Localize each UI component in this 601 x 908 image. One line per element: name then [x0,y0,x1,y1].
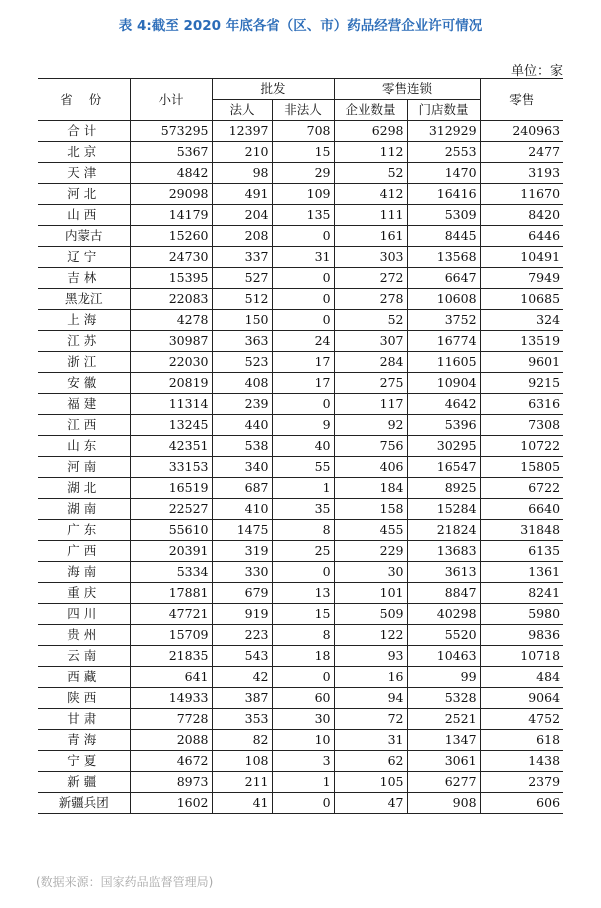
cell-chain-enterprises: 94 [334,688,407,709]
cell-province: 青海 [38,730,130,751]
cell-chain-stores: 5309 [407,205,480,226]
cell-chain-enterprises: 105 [334,772,407,793]
cell-wholesale-legal: 512 [212,289,272,310]
cell-retail: 484 [480,667,563,688]
cell-subtotal: 20391 [130,541,212,562]
cell-chain-stores: 13568 [407,247,480,268]
cell-subtotal: 641 [130,667,212,688]
cell-wholesale-nonlegal: 60 [272,688,334,709]
cell-chain-enterprises: 92 [334,415,407,436]
cell-wholesale-nonlegal: 0 [272,289,334,310]
cell-wholesale-legal: 337 [212,247,272,268]
cell-subtotal: 15395 [130,268,212,289]
table-row [38,499,563,520]
cell-wholesale-legal: 211 [212,772,272,793]
cell-retail: 10685 [480,289,563,310]
cell-wholesale-legal: 919 [212,604,272,625]
cell-retail: 3193 [480,163,563,184]
cell-province: 广东 [38,520,130,541]
cell-retail: 9064 [480,688,563,709]
cell-province: 河南 [38,457,130,478]
cell-retail: 6640 [480,499,563,520]
cell-chain-stores: 10463 [407,646,480,667]
cell-wholesale-nonlegal: 0 [272,310,334,331]
cell-chain-stores: 8847 [407,583,480,604]
cell-chain-enterprises: 406 [334,457,407,478]
cell-province: 甘肃 [38,709,130,730]
cell-chain-stores: 312929 [407,121,480,142]
cell-retail: 4752 [480,709,563,730]
header-retail-chain: 零售连锁 [334,79,480,100]
cell-chain-stores: 1347 [407,730,480,751]
cell-wholesale-legal: 679 [212,583,272,604]
cell-retail: 240963 [480,121,563,142]
cell-chain-enterprises: 111 [334,205,407,226]
cell-subtotal: 33153 [130,457,212,478]
cell-wholesale-nonlegal: 0 [272,226,334,247]
data-source-note: (数据来源：国家药品监督管理局) [36,875,214,889]
cell-province: 上海 [38,310,130,331]
cell-chain-enterprises: 72 [334,709,407,730]
cell-chain-enterprises: 229 [334,541,407,562]
cell-subtotal: 17881 [130,583,212,604]
cell-retail: 10718 [480,646,563,667]
table-row [38,310,563,331]
header-chain-stores: 门店数量 [407,100,480,121]
cell-wholesale-nonlegal: 109 [272,184,334,205]
table-row [38,457,563,478]
table-row [38,772,563,793]
cell-subtotal: 55610 [130,520,212,541]
cell-subtotal: 4672 [130,751,212,772]
cell-retail: 5980 [480,604,563,625]
cell-subtotal: 8973 [130,772,212,793]
table-row [38,268,563,289]
cell-chain-stores: 16547 [407,457,480,478]
cell-province: 合计 [38,121,130,142]
cell-chain-enterprises: 161 [334,226,407,247]
cell-chain-enterprises: 16 [334,667,407,688]
table-row [38,163,563,184]
table-body [38,121,563,814]
cell-chain-enterprises: 284 [334,352,407,373]
cell-wholesale-legal: 353 [212,709,272,730]
cell-retail: 1361 [480,562,563,583]
cell-subtotal: 5334 [130,562,212,583]
cell-wholesale-legal: 42 [212,667,272,688]
cell-chain-enterprises: 303 [334,247,407,268]
cell-subtotal: 30987 [130,331,212,352]
cell-chain-enterprises: 117 [334,394,407,415]
cell-subtotal: 22083 [130,289,212,310]
cell-province: 北京 [38,142,130,163]
cell-wholesale-legal: 12397 [212,121,272,142]
cell-province: 江苏 [38,331,130,352]
cell-chain-stores: 6277 [407,772,480,793]
cell-retail: 6722 [480,478,563,499]
cell-wholesale-legal: 1475 [212,520,272,541]
table-row [38,583,563,604]
cell-wholesale-legal: 543 [212,646,272,667]
table-row [38,142,563,163]
cell-subtotal: 15260 [130,226,212,247]
cell-retail: 13519 [480,331,563,352]
cell-wholesale-nonlegal: 1 [272,772,334,793]
cell-chain-stores: 16774 [407,331,480,352]
cell-chain-stores: 2521 [407,709,480,730]
cell-chain-enterprises: 6298 [334,121,407,142]
cell-wholesale-nonlegal: 24 [272,331,334,352]
cell-retail: 6135 [480,541,563,562]
cell-chain-enterprises: 101 [334,583,407,604]
table-row [38,625,563,646]
cell-wholesale-nonlegal: 13 [272,583,334,604]
cell-subtotal: 4842 [130,163,212,184]
cell-province: 西藏 [38,667,130,688]
cell-chain-enterprises: 47 [334,793,407,814]
cell-wholesale-legal: 223 [212,625,272,646]
cell-province: 福建 [38,394,130,415]
cell-chain-enterprises: 52 [334,310,407,331]
cell-province: 贵州 [38,625,130,646]
cell-retail: 11670 [480,184,563,205]
cell-subtotal: 4278 [130,310,212,331]
cell-wholesale-legal: 527 [212,268,272,289]
cell-subtotal: 29098 [130,184,212,205]
cell-wholesale-nonlegal: 0 [272,394,334,415]
cell-wholesale-nonlegal: 10 [272,730,334,751]
cell-chain-stores: 11605 [407,352,480,373]
cell-subtotal: 11314 [130,394,212,415]
header-wholesale-nonlegal: 非法人 [272,100,334,121]
cell-chain-enterprises: 112 [334,142,407,163]
table-row [38,667,563,688]
cell-wholesale-legal: 523 [212,352,272,373]
cell-chain-stores: 8445 [407,226,480,247]
cell-retail: 618 [480,730,563,751]
header-retail: 零售 [480,79,563,121]
cell-wholesale-nonlegal: 55 [272,457,334,478]
cell-province: 江西 [38,415,130,436]
cell-chain-stores: 15284 [407,499,480,520]
cell-chain-stores: 40298 [407,604,480,625]
cell-province: 吉林 [38,268,130,289]
table-row [38,373,563,394]
cell-wholesale-legal: 210 [212,142,272,163]
cell-retail: 10722 [480,436,563,457]
table-row [38,520,563,541]
cell-wholesale-nonlegal: 31 [272,247,334,268]
cell-wholesale-nonlegal: 15 [272,142,334,163]
header-province: 省 份 [38,79,130,121]
table-title: 表 4:截至 2020 年底各省（区、市）药品经营企业许可情况 [118,18,483,34]
cell-chain-stores: 3061 [407,751,480,772]
cell-wholesale-legal: 440 [212,415,272,436]
cell-retail: 7949 [480,268,563,289]
cell-wholesale-nonlegal: 40 [272,436,334,457]
cell-retail: 9836 [480,625,563,646]
cell-wholesale-legal: 204 [212,205,272,226]
cell-province: 重庆 [38,583,130,604]
header-wholesale-legal: 法人 [212,100,272,121]
cell-retail: 6446 [480,226,563,247]
cell-province: 新疆兵团 [38,793,130,814]
cell-chain-stores: 10608 [407,289,480,310]
table-row [38,289,563,310]
cell-chain-enterprises: 272 [334,268,407,289]
cell-subtotal: 47721 [130,604,212,625]
cell-retail: 2477 [480,142,563,163]
cell-wholesale-legal: 82 [212,730,272,751]
cell-province: 四川 [38,604,130,625]
cell-province: 天津 [38,163,130,184]
cell-chain-enterprises: 307 [334,331,407,352]
table-row [38,184,563,205]
cell-wholesale-legal: 150 [212,310,272,331]
cell-chain-enterprises: 509 [334,604,407,625]
cell-retail: 15805 [480,457,563,478]
cell-wholesale-nonlegal: 35 [272,499,334,520]
cell-subtotal: 573295 [130,121,212,142]
cell-province: 黑龙江 [38,289,130,310]
license-table [38,78,563,814]
table-row [38,604,563,625]
total-row [38,121,563,142]
table-row [38,730,563,751]
cell-wholesale-legal: 408 [212,373,272,394]
cell-retail: 9601 [480,352,563,373]
cell-retail: 10491 [480,247,563,268]
cell-subtotal: 2088 [130,730,212,751]
cell-chain-stores: 99 [407,667,480,688]
cell-chain-stores: 6647 [407,268,480,289]
cell-chain-stores: 3752 [407,310,480,331]
cell-chain-stores: 2553 [407,142,480,163]
cell-wholesale-nonlegal: 17 [272,352,334,373]
table-row [38,562,563,583]
cell-province: 河北 [38,184,130,205]
cell-wholesale-nonlegal: 8 [272,520,334,541]
cell-subtotal: 7728 [130,709,212,730]
cell-chain-enterprises: 158 [334,499,407,520]
cell-province: 宁夏 [38,751,130,772]
cell-subtotal: 21835 [130,646,212,667]
cell-province: 云南 [38,646,130,667]
cell-province: 辽宁 [38,247,130,268]
cell-wholesale-legal: 363 [212,331,272,352]
cell-chain-stores: 3613 [407,562,480,583]
cell-wholesale-nonlegal: 135 [272,205,334,226]
cell-chain-stores: 30295 [407,436,480,457]
cell-wholesale-legal: 491 [212,184,272,205]
cell-chain-stores: 4642 [407,394,480,415]
unit-label: 单位：家 [510,64,563,79]
cell-chain-enterprises: 93 [334,646,407,667]
table-row [38,751,563,772]
cell-retail: 606 [480,793,563,814]
table-row [38,688,563,709]
cell-chain-stores: 21824 [407,520,480,541]
table-row [38,793,563,814]
cell-wholesale-nonlegal: 1 [272,478,334,499]
cell-province: 陕西 [38,688,130,709]
cell-subtotal: 20819 [130,373,212,394]
cell-chain-enterprises: 455 [334,520,407,541]
cell-wholesale-nonlegal: 18 [272,646,334,667]
cell-province: 山西 [38,205,130,226]
table-row [38,541,563,562]
cell-retail: 1438 [480,751,563,772]
cell-wholesale-nonlegal: 0 [272,562,334,583]
cell-retail: 31848 [480,520,563,541]
cell-chain-enterprises: 31 [334,730,407,751]
cell-chain-stores: 1470 [407,163,480,184]
table-row [38,394,563,415]
cell-chain-stores: 8925 [407,478,480,499]
cell-subtotal: 42351 [130,436,212,457]
cell-wholesale-nonlegal: 0 [272,667,334,688]
cell-wholesale-legal: 410 [212,499,272,520]
cell-chain-enterprises: 278 [334,289,407,310]
table-row [38,709,563,730]
header-wholesale: 批发 [212,79,334,100]
cell-wholesale-legal: 340 [212,457,272,478]
table-row [38,436,563,457]
cell-chain-stores: 5396 [407,415,480,436]
cell-chain-enterprises: 62 [334,751,407,772]
cell-chain-enterprises: 275 [334,373,407,394]
cell-wholesale-legal: 98 [212,163,272,184]
cell-subtotal: 14933 [130,688,212,709]
cell-province: 广西 [38,541,130,562]
cell-province: 湖南 [38,499,130,520]
cell-wholesale-nonlegal: 29 [272,163,334,184]
cell-wholesale-nonlegal: 0 [272,793,334,814]
cell-chain-stores: 5328 [407,688,480,709]
cell-wholesale-nonlegal: 25 [272,541,334,562]
cell-province: 湖北 [38,478,130,499]
cell-province: 内蒙古 [38,226,130,247]
table-row [38,478,563,499]
table-row [38,352,563,373]
cell-province: 新疆 [38,772,130,793]
cell-wholesale-nonlegal: 30 [272,709,334,730]
cell-wholesale-legal: 330 [212,562,272,583]
cell-subtotal: 22030 [130,352,212,373]
cell-province: 浙江 [38,352,130,373]
cell-wholesale-nonlegal: 0 [272,268,334,289]
header-chain-enterprises: 企业数量 [334,100,407,121]
cell-wholesale-legal: 319 [212,541,272,562]
cell-chain-stores: 13683 [407,541,480,562]
cell-retail: 7308 [480,415,563,436]
header-subtotal: 小计 [130,79,212,121]
table-row [38,205,563,226]
cell-wholesale-nonlegal: 3 [272,751,334,772]
cell-chain-stores: 5520 [407,625,480,646]
cell-subtotal: 24730 [130,247,212,268]
cell-chain-stores: 16416 [407,184,480,205]
cell-retail: 6316 [480,394,563,415]
cell-wholesale-legal: 208 [212,226,272,247]
cell-wholesale-legal: 239 [212,394,272,415]
cell-subtotal: 16519 [130,478,212,499]
table-row [38,646,563,667]
cell-chain-enterprises: 756 [334,436,407,457]
cell-subtotal: 5367 [130,142,212,163]
cell-retail: 8241 [480,583,563,604]
cell-wholesale-legal: 387 [212,688,272,709]
cell-subtotal: 1602 [130,793,212,814]
cell-chain-stores: 908 [407,793,480,814]
table-row [38,247,563,268]
cell-chain-enterprises: 412 [334,184,407,205]
cell-province: 海南 [38,562,130,583]
table-row [38,415,563,436]
cell-retail: 2379 [480,772,563,793]
cell-subtotal: 13245 [130,415,212,436]
cell-wholesale-nonlegal: 9 [272,415,334,436]
cell-wholesale-nonlegal: 17 [272,373,334,394]
cell-subtotal: 15709 [130,625,212,646]
cell-retail: 8420 [480,205,563,226]
cell-chain-enterprises: 30 [334,562,407,583]
cell-chain-enterprises: 184 [334,478,407,499]
cell-retail: 324 [480,310,563,331]
cell-chain-enterprises: 52 [334,163,407,184]
cell-subtotal: 14179 [130,205,212,226]
table-row [38,331,563,352]
cell-wholesale-legal: 41 [212,793,272,814]
cell-wholesale-legal: 687 [212,478,272,499]
cell-wholesale-legal: 108 [212,751,272,772]
cell-chain-stores: 10904 [407,373,480,394]
cell-wholesale-legal: 538 [212,436,272,457]
cell-wholesale-nonlegal: 8 [272,625,334,646]
cell-province: 安徽 [38,373,130,394]
cell-province: 山东 [38,436,130,457]
cell-chain-enterprises: 122 [334,625,407,646]
cell-wholesale-nonlegal: 708 [272,121,334,142]
cell-subtotal: 22527 [130,499,212,520]
table-row [38,226,563,247]
cell-retail: 9215 [480,373,563,394]
cell-wholesale-nonlegal: 15 [272,604,334,625]
